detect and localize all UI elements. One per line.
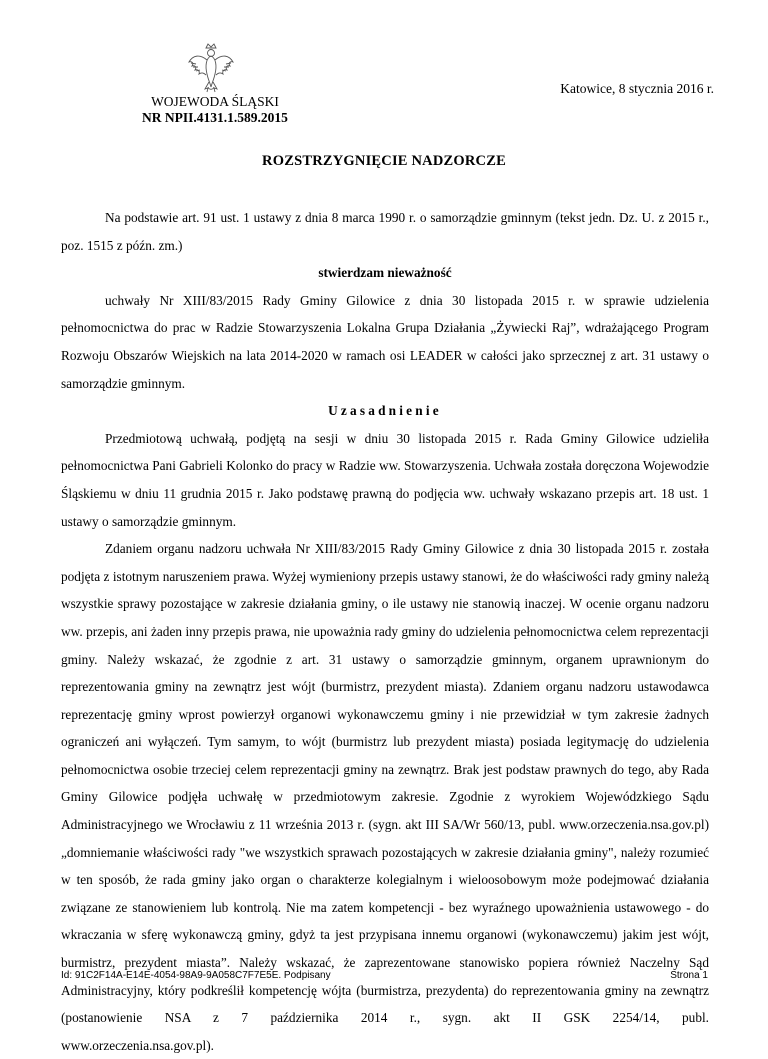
justification-paragraph-1: Przedmiotową uchwałą, podjętą na sesji w dniu 30 listopada 2015 r. Rada Gminy Gilowice udzieliła pełnomocnictwa Pani Gabrieli Kolonko do pracy w Radzie ww. Stowarzyszenia. Uchwała została doręczona Wojewodzie Śląskiemu w dniu 11 grudnia 2015 r. Jako podstawę prawną do podjęcia ww. uchwały wskazano przepis art. 18 ust. 1 ustawy o samorządzie gminnym. (61, 430, 709, 529)
finding-paragraph: uchwały Nr XIII/83/2015 Rady Gminy Gilowice z dnia 30 listopada 2015 r. w sprawie udzielenia pełnomocnictwa do prac w Radzie Stowarzyszenia Lokalna Grupa Działania „Żywiecki Raj”, wdrażającego Program Rozwoju Obszarów Wiejskich na lata 2014-2020 w ramach osi LEADER w całości jako sprzecznej z art. 31 ustawy o samorządzie gminnym. (61, 292, 709, 391)
justification-paragraph-2-end: www.orzeczenia.nsa.gov.pl). (61, 1037, 214, 1053)
document-id-footer: Id: 91C2F14A-E14E-4054-98A9-9A058C7F7E5E. Podpisany (61, 970, 331, 981)
page-number: Strona 1 (670, 970, 708, 981)
finding-heading: stwierdzam nieważność (318, 265, 452, 281)
intro-paragraph: Na podstawie art. 91 ust. 1 ustawy z dnia 8 marca 1990 r. o samorządzie gminnym (tekst jedn. Dz. U. z 2015 r., poz. 1515 z późn. zm.) (61, 210, 709, 253)
eagle-emblem-icon (186, 42, 236, 94)
issuer-title: WOJEWODA ŚLĄSKI (151, 94, 279, 109)
justification-heading: Uzasadnienie (328, 403, 442, 419)
place-date: Katowice, 8 stycznia 2016 r. (560, 81, 714, 96)
document-body (61, 204, 709, 1059)
issuer-block (110, 94, 320, 126)
document-title: ROZSTRZYGNIĘCIE NADZORCZE (262, 153, 506, 169)
justification-paragraph-2: Zdaniem organu nadzoru uchwała Nr XIII/83/2015 Rady Gminy Gilowice z dnia 30 listopada 2015 r. została podjęta z istotnym naruszeniem prawa. Wyżej wymieniony przepis ustawy stanowi, że do właściwości rady gminy należą wszystkie sprawy pozostające w zakresie działania gminy, o ile ustawy nie stanowią inaczej. W ocenie organu nadzoru ww. przepis, ani żaden inny przepis prawa, nie upoważnia rady gminy do udzielenia pełnomocnictwa celem reprezentacji gminy. Należy wskazać, że zgodnie z art. 31 ustawy o samorządzie gminnym, organem uprawnionym do reprezentowania gminy na zewnątrz jest wójt (burmistrz, prezydent miasta). Zdaniem organu nadzoru ustawodawca reprezentację gminy wprost powierzył organowi wykonawczemu gminy i nie przewidział w tym zakresie żadnych ograniczeń ani wyłączeń. Tym samym, to wójt (burmistrz lub prezydent miasta) posiada legitymację do udzielenia pełnomocnictwa osobie trzeciej celem reprezentacji gminy na zewnątrz. Brak jest podstaw prawnych do tego, aby Rada Gminy Gilowice podjęła uchwałę w przedmiotowym zakresie. Zgodnie z wyrokiem Wojewódzkiego Sądu Administracyjnego we Wrocławiu z 11 września 2013 r. (sygn. akt III SA/Wr 560/13, publ. www.orzeczenia.nsa.gov.pl) „domniemanie właściwości rady "we wszystkich sprawach pozostających w zakresie działania gminy", należy rozumieć w ten sposób, że rada gminy jako organ o charakterze kolegialnym i wieloosobowym może podejmować działania związane ze stanowieniem lub kontrolą. Nie ma zatem kompetencji - bez wyraźnego upoważnienia ustawowego - do wkraczania w sferę wykonawczą gminy, gdyż ta jest przypisana innemu organowi (wykonawczemu) jakim jest wójt, burmistrz, prezydent miasta”. Należy wskazać, że zaprezentowane stanowisko popiera również Naczelny Sąd Administracyjny, który podkreślił kompetencję wójta (burmistrza, prezydenta) do reprezentowania gminy na zewnątrz (postanowienie NSA z 7 października 2014 r., sygn. akt II GSK 2254/14, publ. (61, 541, 709, 1026)
issuer-number: NR NPII.4131.1.589.2015 (142, 110, 288, 125)
